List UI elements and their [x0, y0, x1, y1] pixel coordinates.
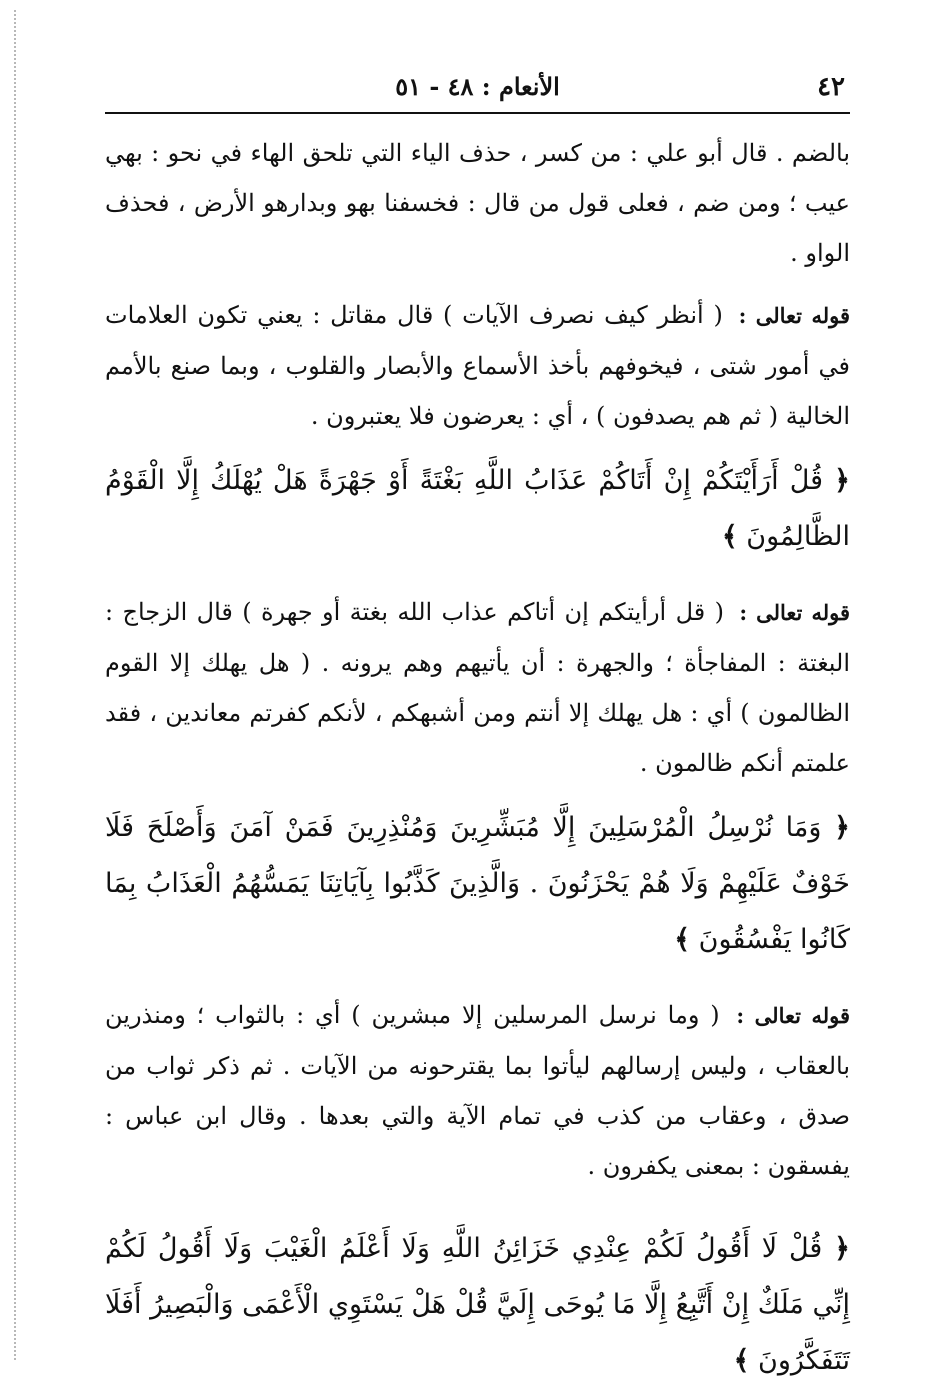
quran-verse [105, 453, 850, 565]
page-body [105, 128, 850, 1389]
prose-paragraph [105, 128, 850, 278]
verse-close-bracket: ﴾ [674, 924, 691, 955]
commentary-label: قوله تعالى : [739, 600, 850, 625]
verse-open-bracket: ﴿ [834, 465, 850, 496]
header-rule [105, 112, 850, 114]
verse-text: قُلْ أَرَأَيْتَكُمْ إِنْ أَتَاكُمْ عَذَابُ اللَّهِ بَغْتَةً أَوْ جَهْرَةً هَلْ يُهْلَكُ إِلَّا الْقَوْمُ الظَّالِمُونَ [105, 465, 850, 552]
quran-verse [105, 800, 850, 968]
page-header [105, 66, 850, 114]
scan-gutter-line [14, 10, 16, 1360]
commentary-label: قوله تعالى : [738, 303, 851, 328]
quran-verse [105, 1221, 850, 1389]
commentary-text: ( أنظر كيف نصرف الآيات ) قال مقاتل : يعني تكون العلامات في أمور شتى ، فيخوفهم بأخذ الأسماع والأبصار والقلوب ، وبما صنع بالأمم الخالية ( ثم هم يصدفون ) ، أي : يعرضون فلا يعتبرون . [105, 301, 850, 430]
verse-open-bracket: ﴿ [834, 812, 850, 843]
verse-text: قُلْ لَا أَقُولُ لَكُمْ عِنْدِي خَزَائِنُ اللَّهِ وَلَا أَعْلَمُ الْغَيْبَ وَلَا أَقُولُ لَكُمْ إِنِّي مَلَكٌ إِنْ أَتَّبِعُ إِلَّا مَا يُوحَى إِلَيَّ قُلْ هَلْ يَسْتَوِي الْأَعْمَى وَالْبَصِيرُ أَفَلَا تَتَفَكَّرُونَ [105, 1233, 850, 1376]
verse-open-bracket: ﴿ [834, 1233, 850, 1264]
running-title: الأنعام : ٤٨ - ٥١ [395, 72, 560, 101]
paragraph-text: بالضم . قال أبو علي : من كسر ، حذف الياء التي تلحق الهاء في نحو : بهي عيب ؛ ومن ضم ، فعلى قول من قال : فخسفنا بهو وبدارهو الأرض ، فحذف الواو . [105, 139, 850, 267]
page-number: ٤٢ [817, 72, 845, 102]
verse-close-bracket: ﴾ [721, 521, 738, 552]
verse-close-bracket: ﴾ [733, 1345, 750, 1376]
commentary-paragraph [105, 990, 850, 1191]
commentary-text: ( قل أرأيتكم إن أتاكم عذاب الله بغتة أو جهرة ) قال الزجاج : البغتة : المفاجأة ؛ والجهرة : أن يأتيهم وهم يرونه . ( هل يهلك إلا القوم الظالمون ) أي : هل يهلك إلا أنتم ومن أشبهكم ، لأنكم كفرتم معاندين ، فقد علمتم أنكم ظالمون . [105, 598, 850, 777]
commentary-paragraph [105, 587, 850, 788]
verse-text: وَمَا نُرْسِلُ الْمُرْسَلِينَ إِلَّا مُبَشِّرِينَ وَمُنْذِرِينَ فَمَنْ آمَنَ وَأَصْلَحَ فَلَا خَوْفٌ عَلَيْهِمْ وَلَا هُمْ يَحْزَنُونَ . وَالَّذِينَ كَذَّبُوا بِآيَاتِنَا يَمَسُّهُمُ الْعَذَابُ بِمَا كَانُوا يَفْسُقُونَ [105, 812, 850, 955]
commentary-text: ( وما نرسل المرسلين إلا مبشرين ) أي : بالثواب ؛ ومنذرين بالعقاب ، وليس إرسالهم ليأتوا بما يقترحونه من الآيات . ثم ذكر ثواب من صدق ، وعقاب من كذب في تمام الآية والتي بعدها . وقال ابن عباس : يفسقون : بمعنى يكفرون . [105, 1001, 850, 1180]
commentary-label: قوله تعالى : [736, 1003, 850, 1028]
commentary-paragraph [105, 290, 850, 441]
